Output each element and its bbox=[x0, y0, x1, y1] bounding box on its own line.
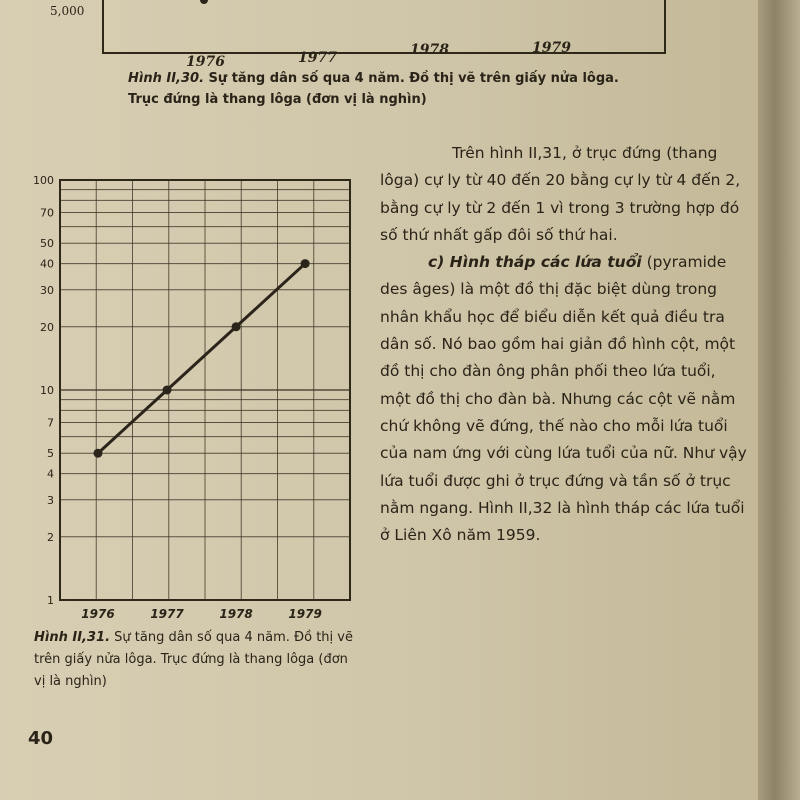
fig31-caption bbox=[34, 627, 360, 693]
fig30-x-tick: 1977 bbox=[298, 50, 337, 66]
book-gutter bbox=[758, 0, 800, 800]
y-tick-label: 7 bbox=[47, 416, 54, 430]
data-point bbox=[232, 322, 241, 331]
paragraph-2-heading: c) Hình tháp các lứa tuổi bbox=[428, 253, 642, 272]
y-tick-label: 4 bbox=[47, 467, 54, 481]
page-number: 40 bbox=[28, 728, 54, 749]
y-tick-label: 100 bbox=[33, 174, 54, 187]
y-tick-label: 70 bbox=[40, 206, 54, 220]
body-text bbox=[380, 140, 748, 549]
fig30-frame bbox=[102, 0, 666, 54]
data-point bbox=[163, 386, 172, 395]
fig31-caption-label: Hình II,31. bbox=[34, 630, 111, 645]
paragraph-2-text: (pyramide des âges) là một đồ thị đặc biệt dùng trong nhân khẩu học để biểu diễn kết quả điều tra dân số. Nó bao gồm hai giản đồ hình cột, một đồ thị cho đàn ông phân phối theo lứa tuổi, một đồ thị cho đàn bà. Nhưng các cột vẽ nằm chứ không vẽ đứng, thế nào cho mỗi lứa tuổi của nam ứng với cùng lứa tuổi của nữ. Như vậy lứa tuổi được ghi ở trục đứng và tần số ở trục nằm ngang. Hình II,32 là hình tháp các lứa tuổi ở Liên Xô năm 1959. bbox=[380, 253, 747, 545]
fig30-caption-label: Hình II,30. bbox=[128, 71, 205, 86]
chart-figure-31 bbox=[20, 160, 370, 620]
x-tick-label: 1979 bbox=[288, 607, 322, 620]
data-point bbox=[93, 449, 102, 458]
fig30-x-tick: 1979 bbox=[532, 40, 571, 56]
y-tick-label: 40 bbox=[40, 257, 54, 271]
data-point bbox=[301, 259, 310, 268]
y-tick-label: 30 bbox=[40, 283, 54, 297]
series-line bbox=[98, 264, 305, 454]
fig30-caption bbox=[128, 68, 648, 110]
x-tick-label: 1977 bbox=[150, 607, 184, 620]
fig31-caption-text: Sự tăng dân số qua 4 năm. Đồ thị vẽ trên giấy nửa lôga. Trục đứng là thang lôga (đơn vị là nghìn) bbox=[34, 630, 353, 689]
paragraph-2 bbox=[380, 249, 748, 549]
fig30-x-tick: 1976 bbox=[186, 54, 225, 70]
y-tick-label: 10 bbox=[40, 384, 54, 397]
y-tick-label: 5 bbox=[47, 447, 54, 461]
paragraph-1: Trên hình II,31, ở trục đứng (thang lôga) cự ly từ 40 đến 20 bằng cự ly từ 4 đến 2, bằng cự ly từ 2 đến 1 vì trong 3 trường hợp đó số thứ nhất gấp đôi số thứ hai. bbox=[380, 144, 741, 244]
y-tick-label: 50 bbox=[40, 237, 54, 251]
y-tick-label: 20 bbox=[40, 320, 54, 334]
y-tick-label: 1 bbox=[47, 594, 54, 607]
fig30-caption-text: Sự tăng dân số qua 4 năm. Đồ thị vẽ trên giấy nửa lôga. Trục đứng là thang lôga (đơn vị là nghìn) bbox=[128, 71, 619, 107]
fig30-y-tick-label: 5,000 bbox=[50, 4, 85, 18]
y-tick-label: 3 bbox=[47, 493, 54, 507]
x-tick-label: 1976 bbox=[81, 607, 115, 620]
fig30-x-tick: 1978 bbox=[410, 42, 449, 58]
y-tick-label: 2 bbox=[47, 530, 54, 544]
x-tick-label: 1978 bbox=[219, 607, 253, 620]
